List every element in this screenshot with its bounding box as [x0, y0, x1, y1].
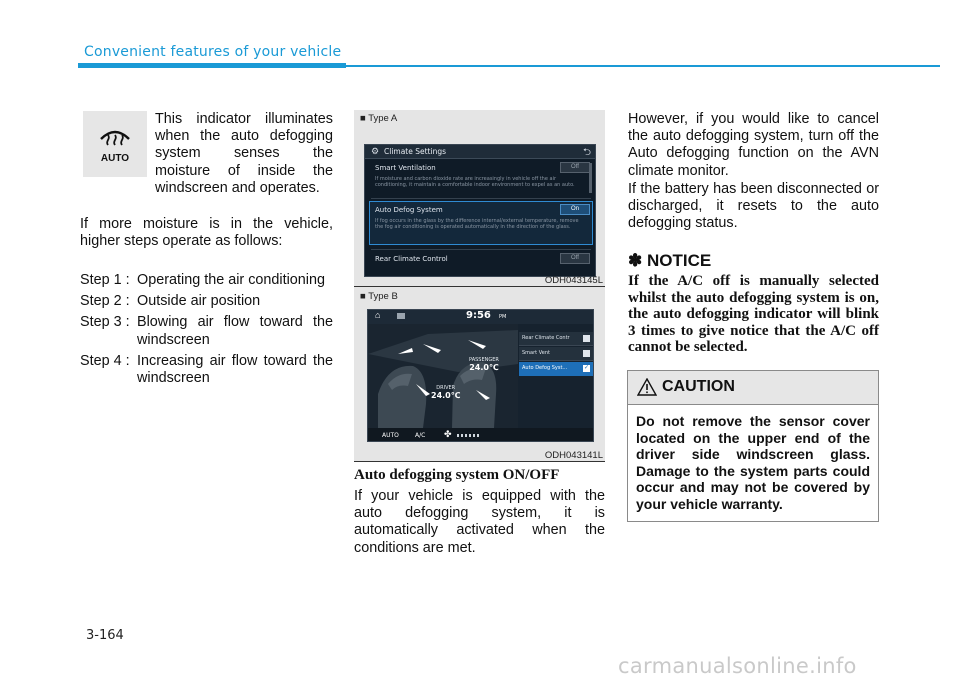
screen-topbar [368, 310, 594, 324]
screen-bottombar [368, 428, 594, 442]
notice-text: If the A/C off is manually selected whilst the auto defogging system is on, the auto defogging indicator will blink 3 times to give notice that the A/C off cannot be selected. [628, 273, 879, 356]
menu-auto-defog[interactable]: Auto Defog Syst... ✓ [519, 362, 593, 376]
driver-zone[interactable] [431, 385, 460, 400]
auto-defog-desc: If fog occurs in the glass by the difference internal/external temperature, remove the fog air conditioning is operated automatically in the direction of the glass. [375, 218, 579, 231]
section-header: Convenient features of your vehicle [84, 44, 342, 60]
driver-label: DRIVER [436, 385, 456, 391]
caution-text: Do not remove the sensor cover located on the upper end of the driver side windscreen glass. Damage to the system parts could occur and may not be covered by your vehicle warranty. [636, 413, 870, 512]
steps-list [80, 272, 333, 387]
home-icon[interactable]: ⌂ [375, 310, 381, 320]
menu-smart-vent[interactable]: Smart Vent [519, 347, 593, 361]
auto-defog-toggle[interactable]: On [560, 204, 590, 215]
clock-ampm: PM [499, 314, 507, 320]
menu-rear-climate[interactable]: Rear Climate Contr [519, 332, 593, 346]
climate-screen [367, 309, 594, 442]
passenger-zone[interactable] [469, 357, 499, 372]
section-title: Auto defogging system ON/OFF [354, 467, 560, 483]
setting-auto-defog[interactable]: Auto Defog System [375, 206, 443, 214]
caution-box [627, 370, 879, 522]
checkbox[interactable] [583, 350, 590, 357]
header-rule [78, 65, 940, 67]
fan-icon[interactable]: ✤ [444, 429, 452, 439]
row-divider [371, 249, 591, 250]
row-divider [371, 198, 591, 199]
notice-title: ✽ NOTICE [628, 251, 712, 270]
type-a-caption: ODH043145L [544, 275, 603, 286]
type-a-label: ■ Type A [360, 113, 398, 124]
step-2: Step 2 : Outside air position [80, 293, 261, 310]
passenger-temp: 24.0℃ [469, 363, 499, 372]
climate-settings-screen [364, 144, 596, 277]
step-3: Step 3 : Blowing air flow toward the windscreen [80, 314, 333, 348]
indicator-description: This indicator illuminates when the auto defogging system senses the moisture of inside the windscreen and operates. [155, 111, 333, 196]
screen-title: Climate Settings [384, 147, 447, 156]
fan-speed-bar [457, 434, 481, 437]
caution-title: CAUTION [662, 378, 735, 395]
figure-rule [354, 461, 605, 462]
setting-rear-climate[interactable]: Rear Climate Control [375, 255, 448, 263]
back-icon[interactable]: ⮌ [582, 147, 591, 158]
page-number: 3-164 [86, 628, 124, 643]
car-interior-illustration [368, 324, 518, 428]
passenger-label: PASSENGER [469, 357, 499, 363]
cancel-paragraph: However, if you would like to cancel the auto defogging system, turn off the Auto defogging function on the AVN climate monitor. [628, 111, 879, 179]
screen-scrollbar[interactable] [589, 163, 592, 193]
type-b-caption: ODH043141L [544, 450, 603, 461]
smart-ventilation-desc: If moisture and carbon dioxide rate are increasingly in vehicle off the air conditioning, it maintain a comfortable indoor environment to expel as an auto. [375, 176, 575, 189]
caution-header [628, 371, 878, 405]
setting-smart-ventilation[interactable]: Smart Ventilation [375, 164, 436, 172]
indicator-auto-label: AUTO [100, 153, 130, 164]
screen-titlebar [365, 145, 596, 159]
checkbox-checked[interactable]: ✓ [583, 365, 590, 371]
rear-climate-toggle[interactable]: Off [560, 253, 590, 264]
step-1: Step 1 : Operating the air conditioning [80, 272, 325, 288]
auto-button[interactable]: AUTO [382, 432, 399, 439]
type-b-label: ■ Type B [360, 291, 398, 302]
checkbox[interactable] [583, 335, 590, 342]
step-4: Step 4 : Increasing air flow toward the windscreen [80, 352, 333, 387]
warning-triangle-icon [637, 378, 657, 396]
watermark: carmanualsonline.info [618, 654, 857, 678]
ac-button[interactable]: A/C [415, 432, 426, 439]
moisture-intro: If more moisture is in the vehicle, higher steps operate as follows: [80, 216, 333, 250]
defog-icon [83, 111, 147, 177]
type-a-figure [354, 110, 605, 288]
type-b-figure [354, 288, 605, 462]
clock-time: 9:56 [466, 310, 491, 321]
auto-defog-indicator [83, 111, 147, 177]
gear-icon: ⚙ [371, 146, 380, 156]
media-icon [397, 313, 405, 319]
figure-rule [354, 286, 605, 287]
driver-temp: 24.0℃ [431, 391, 461, 400]
battery-paragraph: If the battery has been disconnected or discharged, it resets to the auto defogging status. [628, 181, 879, 232]
smart-ventilation-toggle[interactable]: Off [560, 162, 590, 173]
section-text: If your vehicle is equipped with the auto defogging system, it is automatically activated when the conditions are met. [354, 488, 605, 556]
